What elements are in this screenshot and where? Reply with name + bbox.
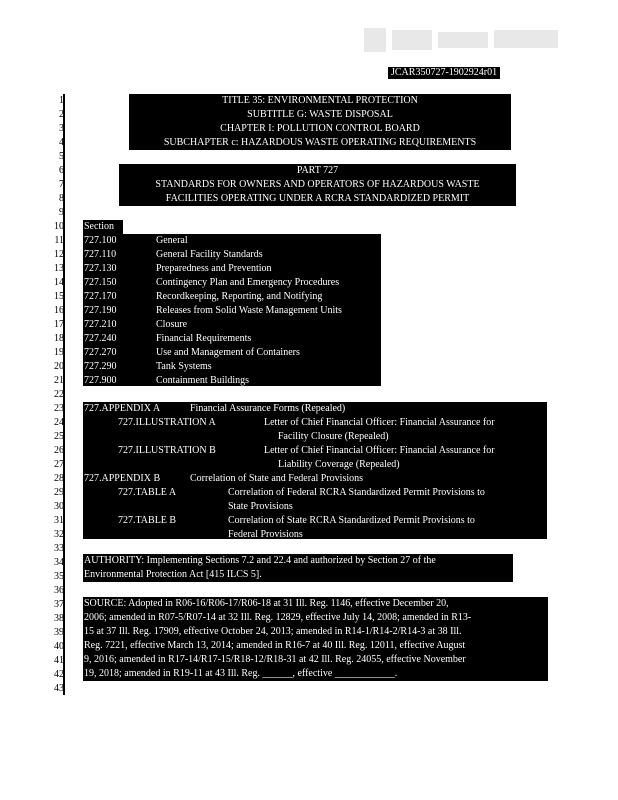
line-number: 35 xyxy=(54,571,64,582)
table-a-line1: Correlation of Federal RCRA Standardized Permit Provisions to xyxy=(228,487,485,498)
illustration-b-line2: Liability Coverage (Repealed) xyxy=(278,459,400,470)
chapter-line: CHAPTER I: POLLUTION CONTROL BOARD xyxy=(220,123,420,134)
source-line: SOURCE: Adopted in R06-16/R06-17/R06-18 at 31 Ill. Reg. 1146, effective December 20, xyxy=(84,598,449,609)
line-number: 38 xyxy=(54,613,64,624)
line-number: 15 xyxy=(54,291,64,302)
source-line: 15 at 37 Ill. Reg. 17909, effective October 24, 2013; amended in R14-1/R14-2/R14-3 at 38 Ill. xyxy=(84,626,462,637)
line-number: 39 xyxy=(54,627,64,638)
line-number: 16 xyxy=(54,305,64,316)
line-number: 19 xyxy=(54,347,64,358)
line-number: 18 xyxy=(54,333,64,344)
section-number: 727.240 xyxy=(84,333,117,344)
line-number: 12 xyxy=(54,249,64,260)
table-b-line2: Federal Provisions xyxy=(228,529,303,540)
section-title: Recordkeeping, Reporting, and Notifying xyxy=(156,291,323,302)
section-number: 727.900 xyxy=(84,375,117,386)
line-number: 32 xyxy=(54,529,64,540)
source-line: 19, 2018; amended in R19-11 at 43 Ill. Reg. ______, effective ____________. xyxy=(84,668,398,679)
section-title: General xyxy=(156,235,188,246)
subtitle-line: SUBTITLE G: WASTE DISPOSAL xyxy=(247,109,393,120)
section-heading: Section xyxy=(84,221,114,232)
illustration-a-line1: Letter of Chief Financial Officer: Financial Assurance for xyxy=(264,417,495,428)
line-number: 41 xyxy=(54,655,64,666)
source-line: 2006; amended in R07-5/R07-14 at 32 Ill. Reg. 12829, effective July 14, 2008; amended in R13- xyxy=(84,612,472,623)
part-label: PART 727 xyxy=(296,165,339,176)
section-title: General Facility Standards xyxy=(156,249,263,260)
line-number: 1 xyxy=(59,95,64,106)
title-line: TITLE 35: ENVIRONMENTAL PROTECTION xyxy=(222,95,418,106)
line-number: 8 xyxy=(59,193,64,204)
line-number: 10 xyxy=(54,221,64,232)
source-line: 9, 2016; amended in R17-14/R17-15/R18-12/R18-31 at 42 Ill. Reg. 24055, effective November xyxy=(84,654,466,665)
authority-line2: Environmental Protection Act [415 ILCS 5]. xyxy=(84,569,262,580)
subchapter-line: SUBCHAPTER c: HAZARDOUS WASTE OPERATING REQUIREMENTS xyxy=(163,137,477,148)
section-number: 727.130 xyxy=(84,263,117,274)
line-number: 36 xyxy=(54,585,64,596)
line-number: 9 xyxy=(59,207,64,218)
line-number: 43 xyxy=(54,683,64,694)
line-number: 20 xyxy=(54,361,64,372)
section-number: 727.270 xyxy=(84,347,117,358)
section-number: 727.190 xyxy=(84,305,117,316)
table-a-line2: State Provisions xyxy=(228,501,293,512)
section-title: Tank Systems xyxy=(156,361,212,372)
line-number: 2 xyxy=(59,109,64,120)
illustration-a-line2: Facility Closure (Repealed) xyxy=(278,431,389,442)
section-title: Use and Management of Containers xyxy=(156,347,300,358)
document-id: JCAR350727-1902924r01 xyxy=(388,67,500,79)
section-number: 727.150 xyxy=(84,277,117,288)
table-b-label: 727.TABLE B xyxy=(118,515,177,526)
section-number: 727.110 xyxy=(84,249,117,260)
appendix-a-label: 727.APPENDIX A xyxy=(84,403,161,414)
table-b-line1: Correlation of State RCRA Standardized Permit Provisions to xyxy=(228,515,475,526)
line-number: 27 xyxy=(54,459,64,470)
section-title: Releases from Solid Waste Management Units xyxy=(156,305,342,316)
line-number: 13 xyxy=(54,263,64,274)
section-title: Contingency Plan and Emergency Procedures xyxy=(156,277,340,288)
section-number: 727.100 xyxy=(84,235,117,246)
section-number: 727.290 xyxy=(84,361,117,372)
line-number: 29 xyxy=(54,487,64,498)
appendix-b-label: 727.APPENDIX B xyxy=(84,473,161,484)
line-number: 21 xyxy=(54,375,64,386)
appendix-b-title: Correlation of State and Federal Provisions xyxy=(190,473,364,484)
line-number: 22 xyxy=(54,389,64,400)
section-title: Closure xyxy=(156,319,188,330)
line-number: 7 xyxy=(59,179,64,190)
source-line: Reg. 7221, effective March 13, 2014; amended in R16-7 at 40 Ill. Reg. 12011, effective August xyxy=(84,640,466,651)
line-number: 37 xyxy=(54,599,64,610)
section-number: 727.170 xyxy=(84,291,117,302)
authority-line1: AUTHORITY: Implementing Sections 7.2 and 22.4 and authorized by Section 27 of the xyxy=(84,555,436,566)
line-number: 14 xyxy=(54,277,64,288)
illustration-a-label: 727.ILLUSTRATION A xyxy=(118,417,216,428)
line-number: 26 xyxy=(54,445,64,456)
line-number: 34 xyxy=(54,557,64,568)
illustration-b-label: 727.ILLUSTRATION B xyxy=(118,445,216,456)
line-number: 5 xyxy=(59,151,64,162)
illustration-b-line1: Letter of Chief Financial Officer: Financial Assurance for xyxy=(264,445,495,456)
table-a-label: 727.TABLE A xyxy=(118,487,177,498)
line-number: 31 xyxy=(54,515,64,526)
line-number: 42 xyxy=(54,669,64,680)
faded-stamp-logo xyxy=(364,22,564,54)
line-number: 33 xyxy=(54,543,64,554)
line-number: 40 xyxy=(54,641,64,652)
line-number: 25 xyxy=(54,431,64,442)
line-number: 17 xyxy=(54,319,64,330)
section-number: 727.210 xyxy=(84,319,117,330)
section-title: Preparedness and Prevention xyxy=(156,263,272,274)
section-title: Containment Buildings xyxy=(156,375,250,386)
part-name-line1: STANDARDS FOR OWNERS AND OPERATORS OF HAZARDOUS WASTE xyxy=(155,179,480,190)
line-number: 3 xyxy=(59,123,64,134)
line-number: 23 xyxy=(54,403,64,414)
line-number: 28 xyxy=(54,473,64,484)
line-number: 4 xyxy=(59,137,64,148)
section-title: Financial Requirements xyxy=(156,333,252,344)
line-number: 30 xyxy=(54,501,64,512)
appendix-a-title: Financial Assurance Forms (Repealed) xyxy=(190,403,346,414)
line-number: 11 xyxy=(54,235,64,246)
line-number: 24 xyxy=(54,417,64,428)
part-name-line2: FACILITIES OPERATING UNDER A RCRA STANDARDIZED PERMIT xyxy=(165,193,470,204)
line-number: 6 xyxy=(59,165,64,176)
